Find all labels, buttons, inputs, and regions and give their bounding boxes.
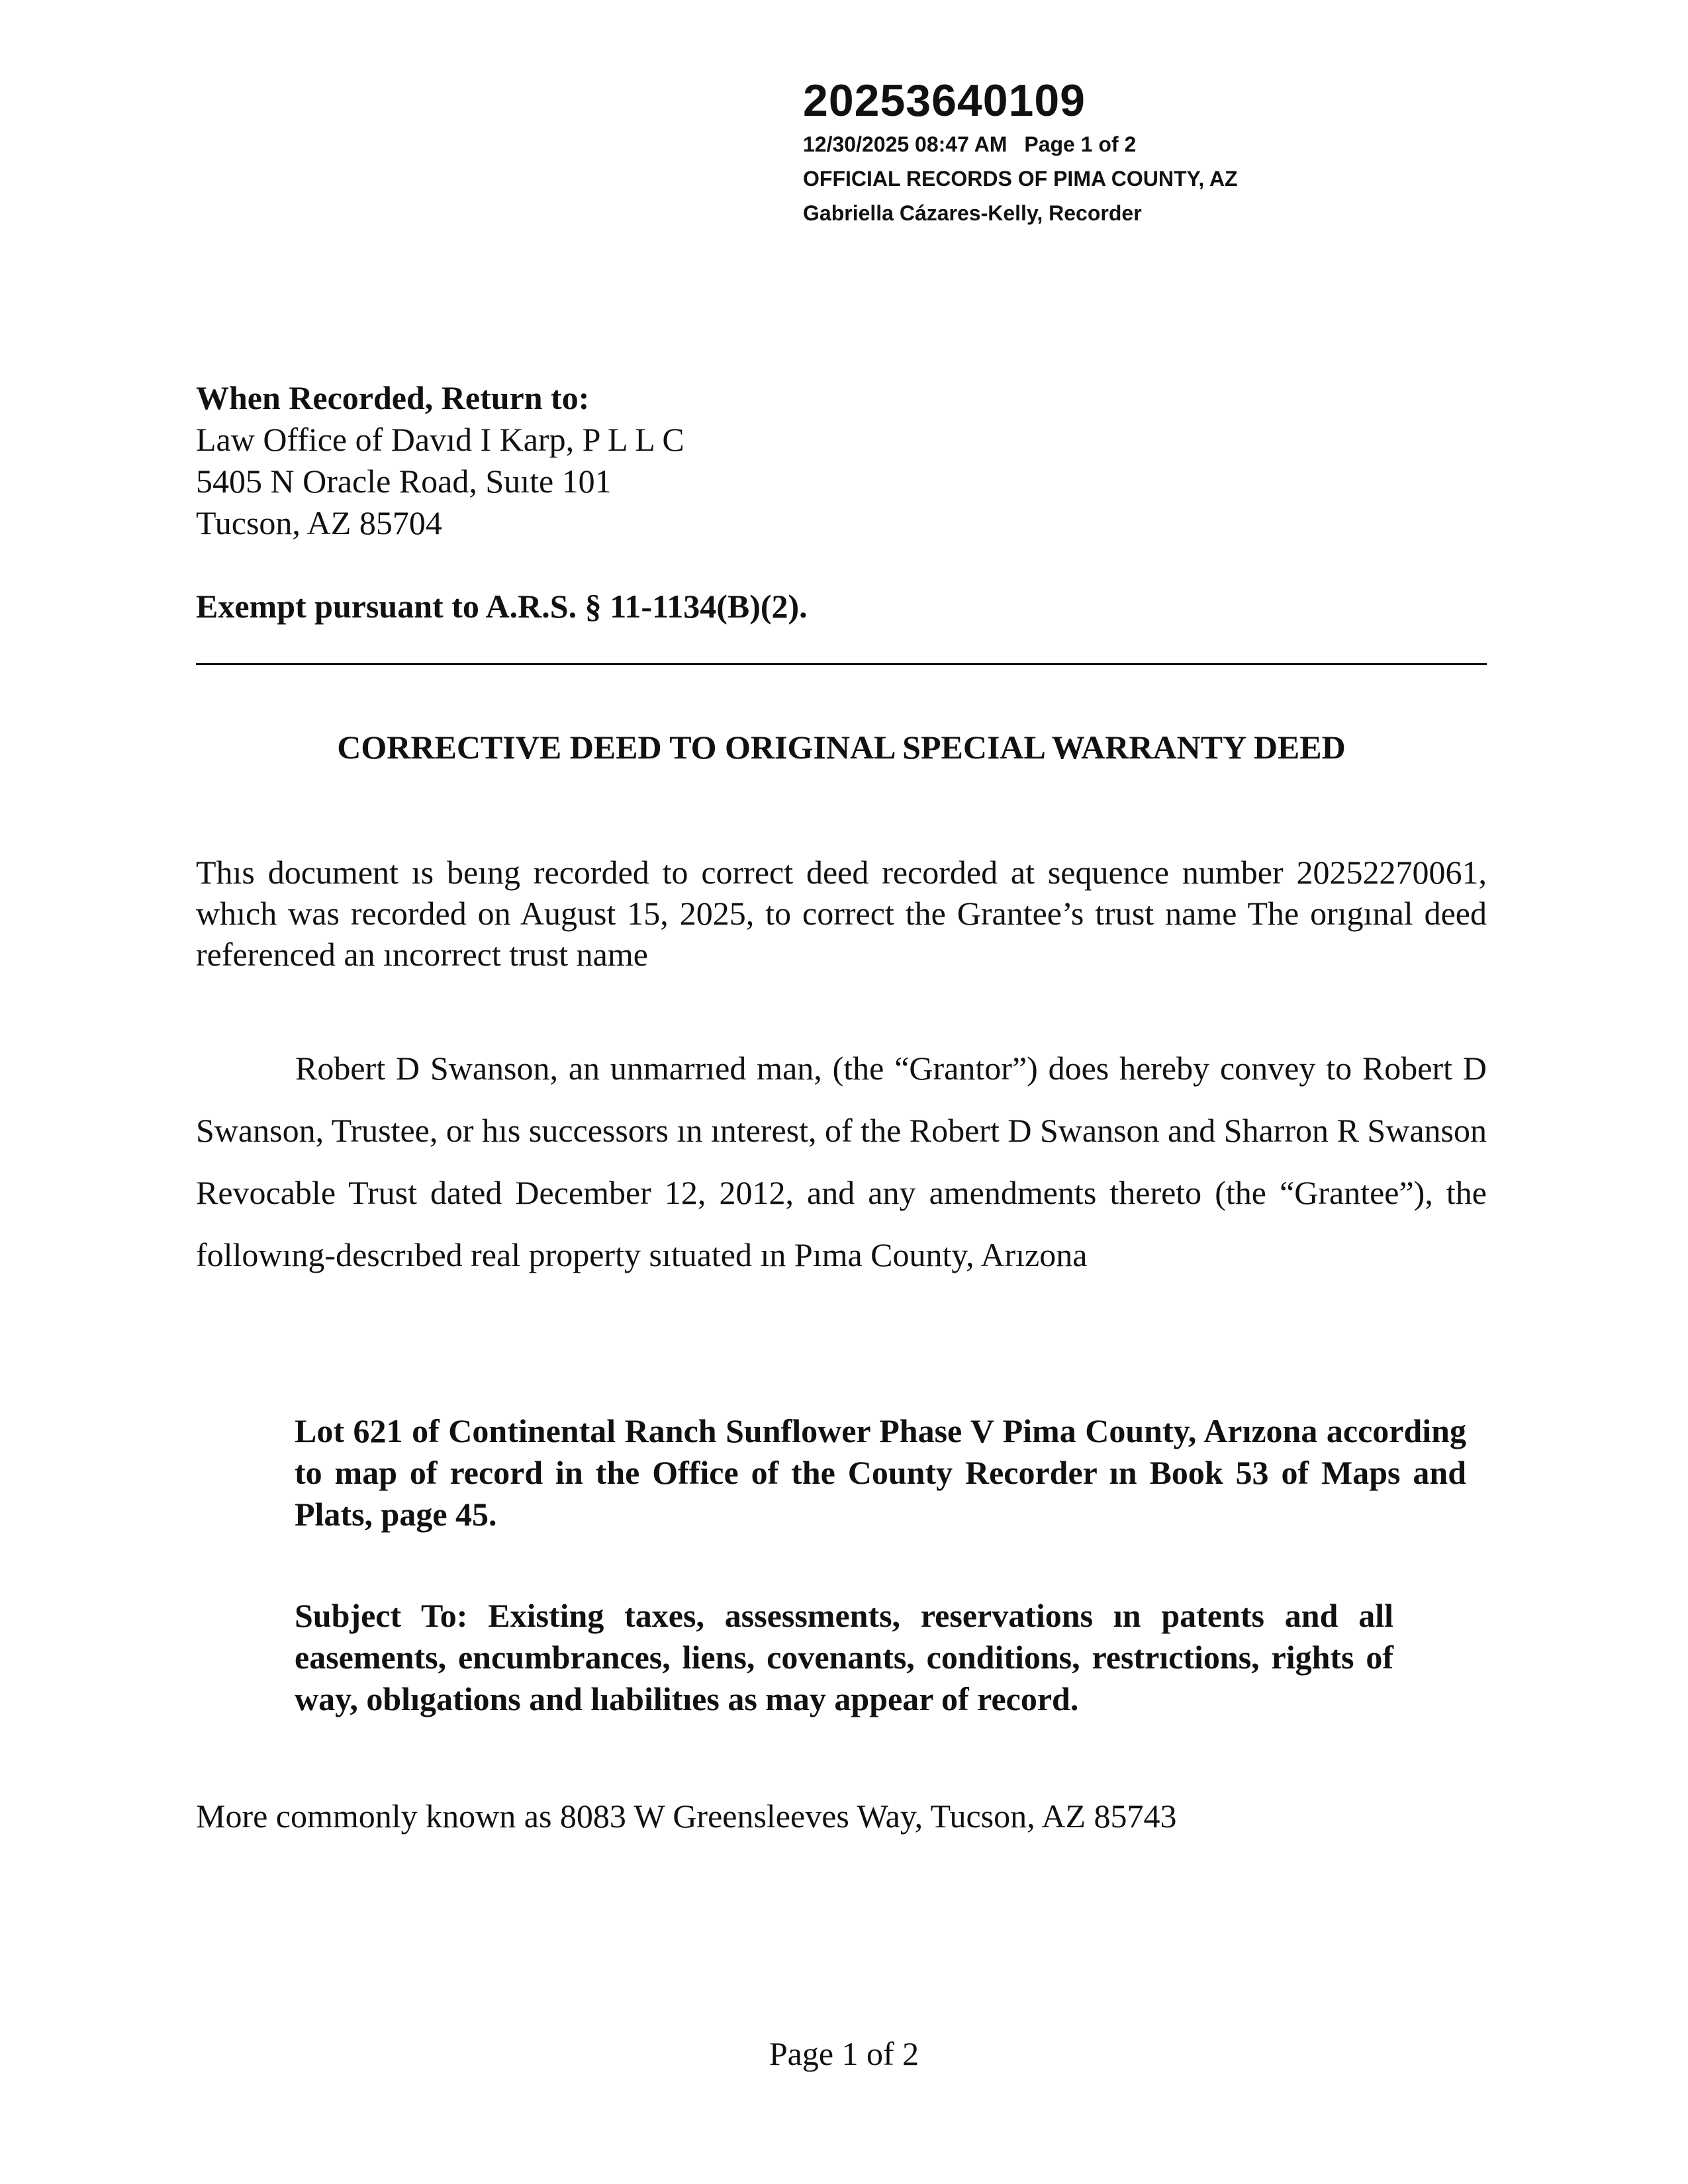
- return-to-address: [196, 377, 1123, 544]
- recording-sequence-number: 20253640109: [803, 75, 1086, 126]
- stamp-page-label: Page 1 of 2: [1024, 132, 1137, 156]
- subject-to-clause: Subject To: Existing taxes, assessments, reservations ın patents and all easements, encumbrances, liens, covenants, conditions, restrıctions, rights of way, oblıgations and lıabilitıes as may appear of record.: [295, 1597, 1393, 1717]
- return-to-line: Tucson, AZ 85704: [196, 504, 442, 541]
- return-to-line: 5405 N Oracle Road, Suıte 101: [196, 463, 612, 500]
- correction-paragraph: Thıs document ıs beıng recorded to correct deed recorded at sequence number 20252270061, whıch was recorded on August 15, 2025, to correct the Grantee’s trust name The orıgınal deed referenced an ıncorrect trust name: [196, 854, 1487, 973]
- legal-description: Lot 621 of Continental Ranch Sunflower Phase V Pima County, Arızona according to map of record in the Office of the County Recorder ın Book 53 of Maps and Plats, page 45.: [295, 1412, 1466, 1533]
- conveyance-paragraph: Robert D Swanson, an unmarrıed man, (the “Grantor”) does hereby convey to Robert D Swanson, Trustee, or hıs successors ın ınterest, of the Robert D Swanson and Sharron R Swanson Revocable Trust dated December 12, 2012, and any amendments thereto (the “Grantee”), the followıng-descrıbed real property sıtuated ın Pıma County, Arızona: [196, 1050, 1487, 1273]
- page-footer: Page 1 of 2: [769, 2035, 919, 2072]
- recorder-stamp: [803, 74, 1399, 230]
- recorder-name: Gabriella Cázares-Kelly, Recorder: [803, 201, 1142, 225]
- return-to-heading: When Recorded, Return to:: [196, 379, 590, 416]
- return-to-line: Law Office of Davıd I Karp, P L L C: [196, 421, 684, 458]
- property-address: More commonly known as 8083 W Greensleeves Way, Tucson, AZ 85743: [196, 1797, 1177, 1835]
- recording-datetime-line: [803, 127, 1399, 161]
- document-title: CORRECTIVE DEED TO ORIGINAL SPECIAL WARRANTY DEED: [337, 729, 1346, 766]
- recording-datetime: 12/30/2025 08:47 AM: [803, 132, 1008, 156]
- divider: [196, 663, 1487, 665]
- exempt-statement: Exempt pursuant to A.R.S. § 11-1134(B)(2).: [196, 588, 808, 625]
- recording-office: OFFICIAL RECORDS OF PIMA COUNTY, AZ: [803, 167, 1238, 191]
